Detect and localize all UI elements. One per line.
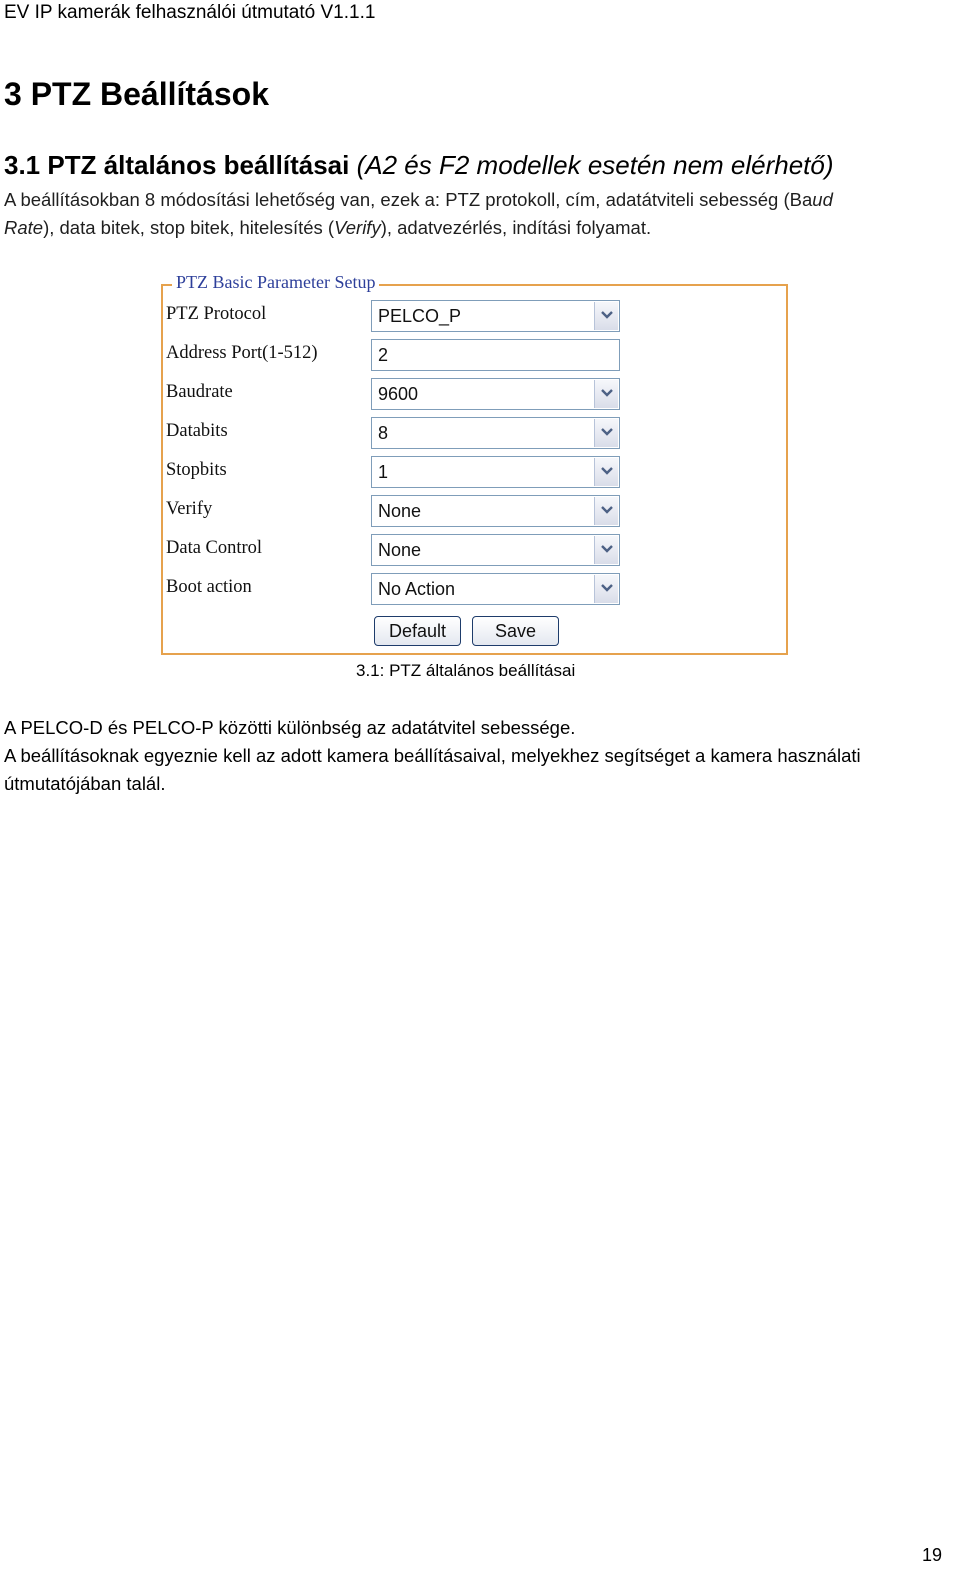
address-port-input[interactable]: 2 [371,339,620,371]
stopbits-label: Stopbits [166,460,227,480]
data-control-label: Data Control [166,538,263,558]
body-line-1: A PELCO-D és PELCO-P közötti különbség az adatátvitel sebessége. [4,717,576,738]
intro-line-2: Rate), data bitek, stop bitek, hitelesítés (Verify), adatvezérlés, indítási folyamat. [4,217,652,238]
ptz-protocol-label: PTZ Protocol [166,304,267,324]
heading-ptz-general-note: (A2 és F2 modellek esetén nem elérhető) [356,150,834,180]
chevron-down-icon[interactable] [594,458,618,486]
heading-ptz-settings: 3 PTZ Beállítások [4,76,269,112]
intro-paragraph [4,186,833,242]
chevron-down-icon[interactable] [594,380,618,408]
running-header: EV IP kamerák felhasználói útmutató V1.1.1 [4,2,376,23]
address-port-label: Address Port(1-512) [166,343,318,363]
chevron-down-icon[interactable] [594,302,618,330]
body-line-3: útmutatójában talál. [4,773,166,794]
data-control-select[interactable]: None [371,534,620,566]
chevron-down-icon[interactable] [594,419,618,447]
databits-select[interactable]: 8 [371,417,620,449]
databits-label: Databits [166,421,228,441]
default-button[interactable]: Default [374,616,461,646]
stopbits-select[interactable]: 1 [371,456,620,488]
boot-action-label: Boot action [166,577,252,597]
chevron-down-icon[interactable] [594,536,618,564]
baudrate-label: Baudrate [166,382,233,402]
chevron-down-icon[interactable] [594,497,618,525]
heading-ptz-general-title: 3.1 PTZ általános beállításai [4,150,350,180]
ptz-protocol-select[interactable]: PELCO_P [371,300,620,332]
heading-ptz-general [4,150,834,181]
chevron-down-icon[interactable] [594,575,618,603]
intro-line-1: A beállításokban 8 módosítási lehetőség van, ezek a: PTZ protokoll, cím, adatátviteli sebesség (Baud [4,189,833,210]
save-button[interactable]: Save [472,616,559,646]
body-paragraph [4,714,861,798]
verify-select[interactable]: None [371,495,620,527]
boot-action-select[interactable]: No Action [371,573,620,605]
baudrate-select[interactable]: 9600 [371,378,620,410]
ptz-fieldset-legend: PTZ Basic Parameter Setup [172,272,379,293]
page-number: 19 [922,1545,943,1565]
body-line-2: A beállításoknak egyeznie kell az adott kamera beállításaival, melyekhez segítséget a kamera használati [4,745,861,766]
figure-caption: 3.1: PTZ általános beállításai [356,661,576,680]
verify-label: Verify [166,499,213,519]
